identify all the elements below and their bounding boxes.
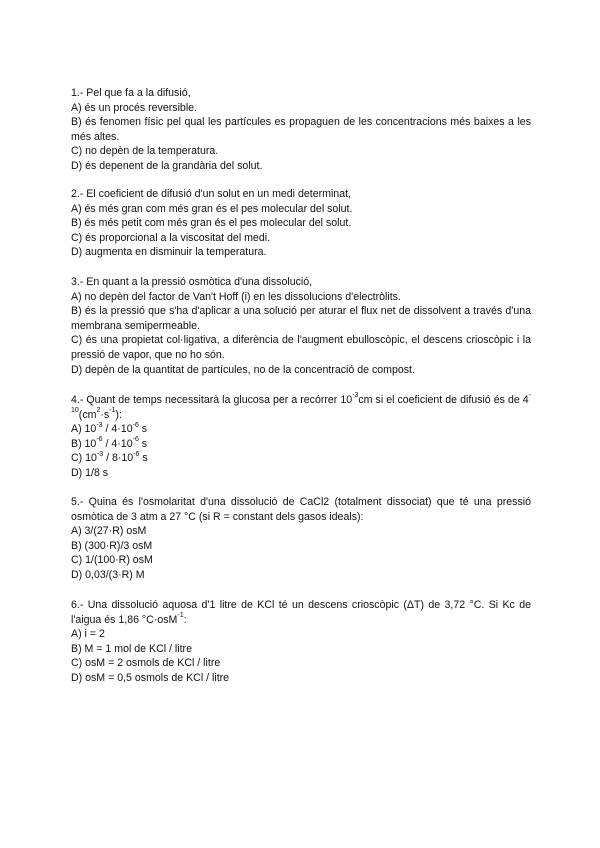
question-1-option-b: B) és fenomen físic pel qual les partícules es propaguen de les concentracions més baixes a les més altes. (71, 116, 531, 143)
q4c-exp-2: -6 (133, 450, 140, 458)
q4a-exp-1: -3 (96, 421, 103, 429)
question-5-option-c: C) 1/(100·R) osM (71, 554, 153, 567)
question-6-option-b: B) M = 1 mol de KCl / litre (71, 642, 192, 655)
question-2-option-c: C) és proporcional a la viscositat del medi. (71, 231, 271, 244)
q4b-exp-2: -6 (132, 436, 139, 444)
question-6 (71, 598, 531, 686)
q4a-text-2: / 4·10 (102, 423, 133, 436)
question-4-option-a (71, 422, 531, 437)
q4-stem-exp-2: -10 (71, 392, 531, 415)
question-4-option-c (71, 451, 531, 466)
q6-stem-text-2: : (183, 613, 187, 626)
question-6-option-d: D) osM = 0,5 osmols de KCl / litre (71, 671, 230, 684)
question-2-option-b: B) és més petit com més gran és el pes molecular del solut. (71, 217, 352, 230)
q4b-exp-1: -6 (96, 436, 103, 444)
q4c-exp-1: -3 (96, 450, 104, 458)
q4-stem-text-1: 4.- Quant de temps necessitarà la glucosa per a recórrer 10 (71, 394, 353, 406)
q4a-text-3: s (138, 423, 148, 436)
q4-stem-exp-1: -3 (352, 392, 359, 400)
q4c-text-1: C) 10 (71, 452, 97, 465)
question-6-option-a: A) i = 2 (71, 628, 105, 641)
q4c-text-3: s (139, 452, 148, 465)
question-1 (71, 86, 531, 174)
q4a-text-1: A) 10 (71, 423, 97, 436)
q4-stem-text-3: (cm (78, 408, 97, 421)
q4-stem-exp-4: -1 (109, 407, 116, 415)
question-4-stem (71, 393, 531, 422)
question-3-option-c: C) és una propietat col·ligativa, a diferència de l'augment ebulloscòpic, el descens crioscòpic i la pressió de vapor, que no ho són. (71, 334, 531, 361)
q4b-text-1: B) 10 (71, 437, 97, 450)
question-6-option-c: C) osM = 2 osmols de KCl / litre (71, 657, 221, 670)
question-5 (71, 495, 531, 583)
q4-stem-text-5: ): (115, 408, 122, 421)
question-1-option-a: A) és un procés reversible. (71, 101, 198, 114)
q4a-exp-2: -6 (132, 421, 139, 429)
question-2-stem: 2.- El coeficient de difusió d'un solut en un medi determinat, (71, 188, 351, 200)
question-4-option-d: D) 1/8 s (71, 466, 109, 479)
question-5-option-a: A) 3/(27·R) osM (71, 525, 147, 538)
question-5-stem: 5.- Quina és l'osmolaritat d'una dissolució de CaCl2 (totalment dissociat) que té una pressió osmòtica de 3 atm a 27 °C (si R = constant dels gasos ideals): (71, 496, 531, 523)
question-2-option-a: A) és més gran com més gran és el pes molecular del solut. (71, 202, 353, 215)
question-4 (71, 393, 531, 481)
q4-stem-text-2: cm si el coeficient de difusió és de 4 (358, 394, 529, 406)
q4b-text-2: / 4·10 (102, 437, 133, 450)
question-3-option-d: D) depèn de la quantitat de partícules, no de la concentració de compost. (71, 363, 415, 376)
q4-stem-exp-3: 2 (96, 407, 101, 415)
q4c-text-2: / 8·10 (103, 452, 134, 465)
question-5-option-b: B) (300·R)/3 osM (71, 539, 153, 552)
question-2-option-d: D) augmenta en disminuir la temperatura. (71, 246, 267, 259)
question-5-option-d: D) 0,03/(3·R) M (71, 568, 145, 581)
question-1-stem: 1.- Pel que fa a la difusió, (71, 87, 191, 99)
question-3-stem: 3.- En quant a la pressió osmòtica d'una dissolució, (71, 276, 313, 288)
question-3-option-a: A) no depèn del factor de Van't Hoff (i) en les dissolucions d'electròlits. (71, 290, 401, 303)
question-3 (71, 275, 531, 377)
question-1-option-d: D) és depenent de la grandària del solut. (71, 159, 263, 172)
question-6-stem (71, 598, 531, 627)
q4-stem-text-4: ·s (100, 408, 110, 421)
question-1-option-c: C) no depèn de la temperatura. (71, 145, 219, 158)
question-4-option-b (71, 437, 531, 452)
q6-stem-exp-1: -1 (177, 612, 184, 620)
q6-stem-text-1: 6.- Una dissolució aquosa d'1 litre de KCl té un descens crioscòpic (ΔT) de 3,72 °C. Si Kc de l'aigua és 1,86 °C·osM (71, 599, 531, 626)
q4b-text-3: s (138, 437, 148, 450)
question-2 (71, 187, 531, 260)
question-3-option-b: B) és la pressió que s'ha d'aplicar a una solució per aturar el flux net de dissolvent a través d'una membrana semipermeable. (71, 305, 531, 332)
